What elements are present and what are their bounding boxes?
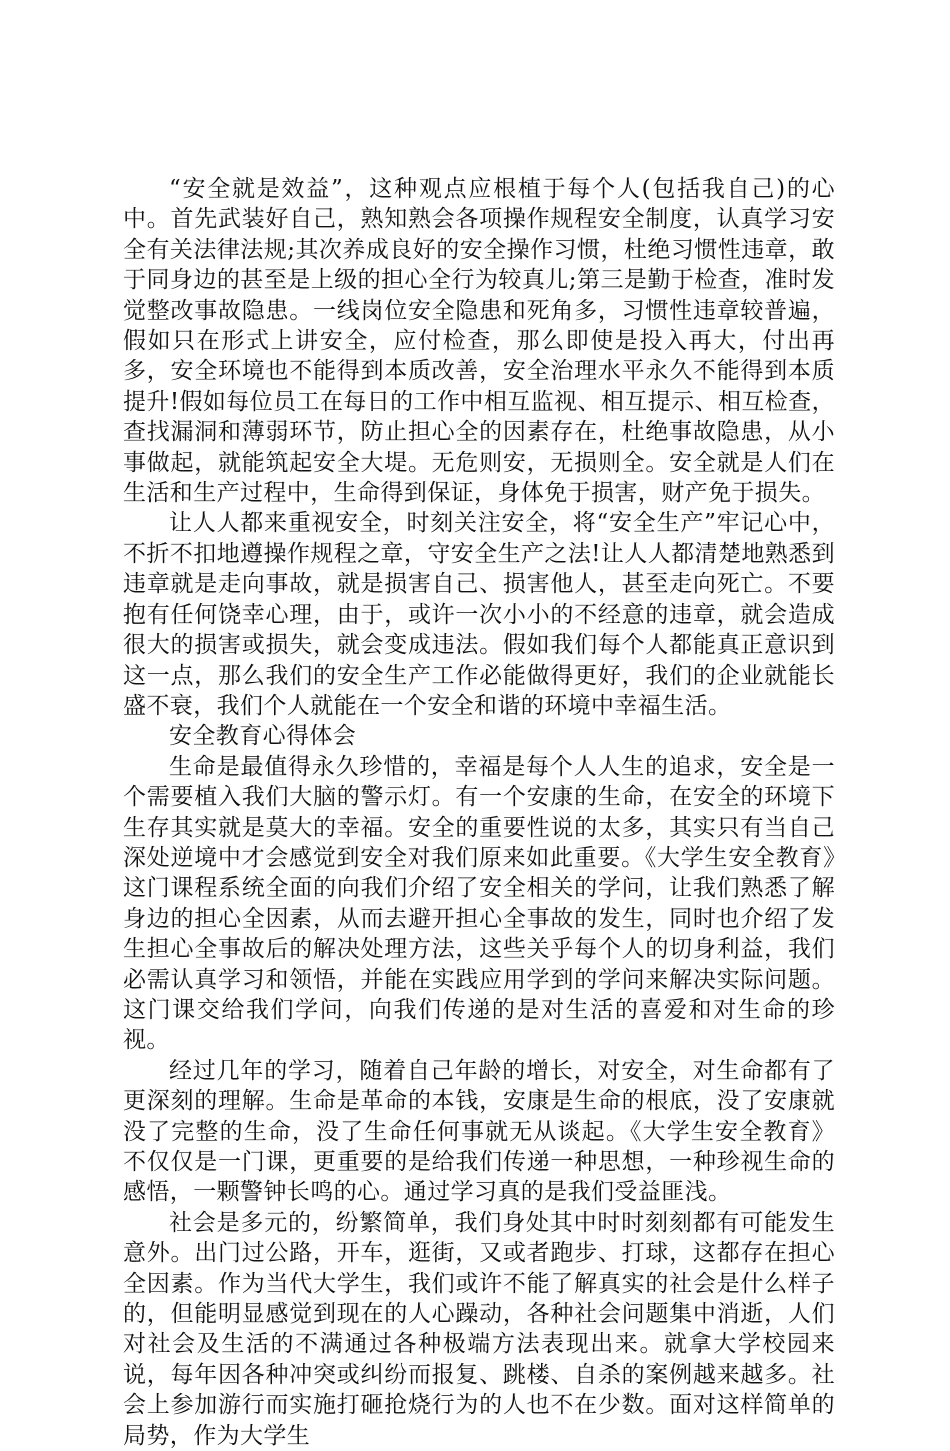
document-page: [123, 174, 835, 1451]
section-title: 安全教育心得体会: [169, 723, 357, 750]
body-paragraph: 社会是多元的，纷繁简单，我们身处其中时时刻刻都有可能发生意外。出门过公路，开车，逛街，又或者跑步、打球，这都存在担心全因素。作为当代大学生，我们或许不能了解真实的社会是什么样子的，但能明显感觉到现在的人心躁动，各种社会问题集中消逝，人们对社会及生活的不满通过各种极端方法表现出来。就拿大学校园来说，每年因各种冲突或纠纷而报复、跳楼、自杀的案例越来越多。社会上参加游行而实施打砸抢烧行为的人也不在少数。面对这样简单的局势，作为大学生: [123, 1209, 835, 1449]
body-paragraph: 经过几年的学习，随着自己年龄的增长，对安全，对生命都有了更深刻的理解。生命是革命的本钱，安康是生命的根底，没了安康就没了完整的生命，没了生命任何事就无从谈起。《大学生安全教育》不仅仅是一门课，更重要的是给我们传递一种思想，一种珍视生命的感悟，一颗警钟长鸣的心。通过学习真的是我们受益匪浅。: [123, 1057, 835, 1206]
body-paragraph: 让人人都来重视安全，时刻关注安全，将“安全生产”牢记心中，不折不扣地遵操作规程之章，守安全生产之法!让人人都清楚地熟悉到违章就是走向事故，就是损害自己、损害他人，甚至走向死亡。不要抱有任何饶幸心理，由于，或许一次小小的不经意的违章，就会造成很大的损害或损失，就会变成违法。假如我们每个人都能真正意识到这一点，那么我们的安全生产工作必能做得更好，我们的企业就能长盛不衰，我们个人就能在一个安全和谐的环境中幸福生活。: [123, 510, 835, 719]
body-paragraph: “安全就是效益”，这种观点应根植于每个人(包括我自己)的心中。首先武装好自己，熟知熟会各项操作规程安全制度，认真学习安全有关法律法规;其次养成良好的安全操作习惯，杜绝习惯性违章，敢于同身边的甚至是上级的担心全行为较真儿;第三是勤于检查，准时发觉整改事故隐患。一线岗位安全隐患和死角多，习惯性违章较普遍，假如只在形式上讲安全，应付检查，那么即使是投入再大，付出再多，安全环境也不能得到本质改善，安全治理水平永久不能得到本质提升!假如每位员工在每日的工作中相互监视、相互提示、相互检查，查找漏洞和薄弱环节，防止担心全的因素存在，杜绝事故隐患，从小事做起，就能筑起安全大堤。无危则安，无损则全。安全就是人们在生活和生产过程中，生命得到保证，身体免于损害，财产免于损失。: [123, 176, 835, 507]
body-paragraph: 生命是最值得永久珍惜的，幸福是每个人人生的追求，安全是一个需要植入我们大脑的警示灯。有一个安康的生命，在安全的环境下生存其实就是莫大的幸福。安全的重要性说的太多，其实只有当自己深处逆境中才会感觉到安全对我们原来如此重要。《大学生安全教育》这门课程系统全面的向我们介绍了安全相关的学问，让我们熟悉了解身边的担心全因素，从而去避开担心全事故的发生，同时也介绍了发生担心全事故后的解决处理方法，这些关乎每个人的切身利益，我们必需认真学习和领悟，并能在实践应用学到的学问来解决实际问题。这门课交给我们学问，向我们传递的是对生活的喜爱和对生命的珍视。: [123, 753, 835, 1054]
